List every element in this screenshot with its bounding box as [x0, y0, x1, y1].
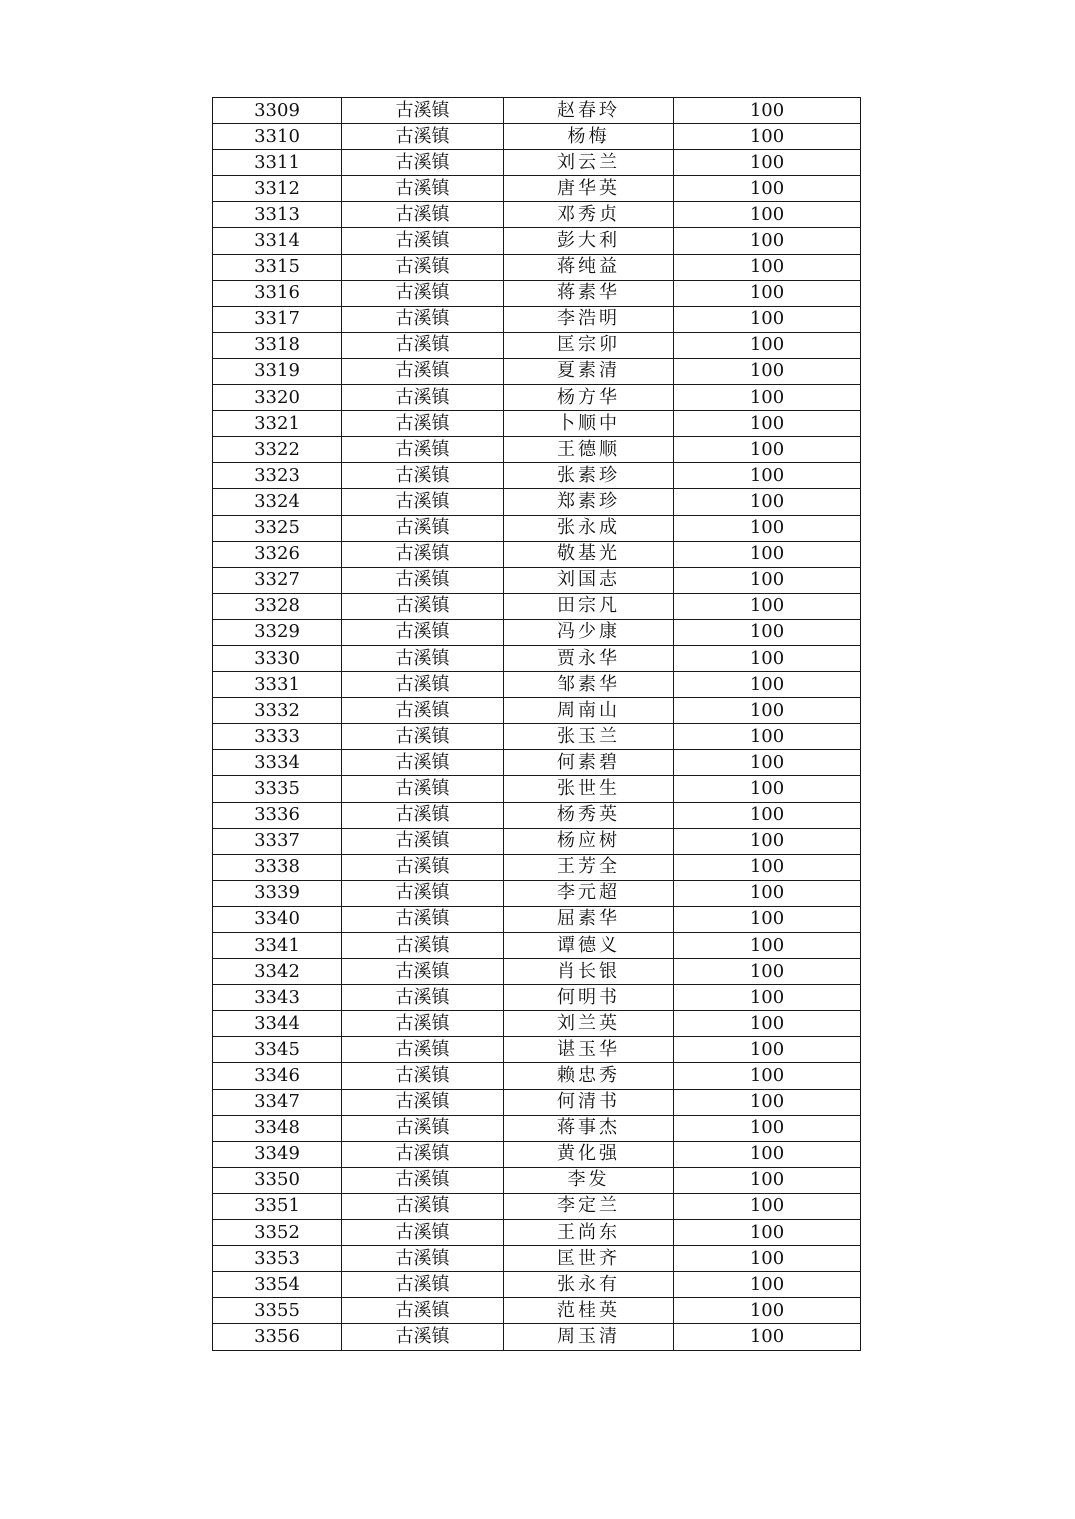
cell-town: 古溪镇: [342, 985, 504, 1011]
table-row: [213, 515, 861, 541]
cell-number: 3313: [213, 202, 342, 228]
cell-name: 何素碧: [504, 750, 674, 776]
cell-number: 3350: [213, 1167, 342, 1193]
cell-amount: 100: [674, 724, 861, 750]
cell-name: 李发: [504, 1167, 674, 1193]
cell-number: 3325: [213, 515, 342, 541]
cell-town: 古溪镇: [342, 567, 504, 593]
cell-name: 周南山: [504, 698, 674, 724]
cell-name: 张永有: [504, 1272, 674, 1298]
cell-name: 李浩明: [504, 306, 674, 332]
cell-town: 古溪镇: [342, 724, 504, 750]
cell-amount: 100: [674, 306, 861, 332]
cell-number: 3312: [213, 176, 342, 202]
table-row: [213, 1220, 861, 1246]
cell-amount: 100: [674, 202, 861, 228]
cell-town: 古溪镇: [342, 1063, 504, 1089]
table-row: [213, 880, 861, 906]
cell-amount: 100: [674, 1089, 861, 1115]
cell-name: 杨梅: [504, 124, 674, 150]
table-row: [213, 750, 861, 776]
cell-number: 3316: [213, 280, 342, 306]
cell-town: 古溪镇: [342, 880, 504, 906]
cell-number: 3321: [213, 411, 342, 437]
cell-name: 赵春玲: [504, 98, 674, 124]
cell-town: 古溪镇: [342, 1298, 504, 1324]
table-row: [213, 1167, 861, 1193]
cell-amount: 100: [674, 1141, 861, 1167]
cell-amount: 100: [674, 1298, 861, 1324]
cell-number: 3337: [213, 828, 342, 854]
table-row: [213, 724, 861, 750]
cell-amount: 100: [674, 489, 861, 515]
table-row: [213, 1246, 861, 1272]
cell-name: 敬基光: [504, 541, 674, 567]
cell-amount: 100: [674, 411, 861, 437]
cell-number: 3336: [213, 802, 342, 828]
cell-town: 古溪镇: [342, 280, 504, 306]
table-row: [213, 593, 861, 619]
table-row: [213, 1011, 861, 1037]
table-row: [213, 828, 861, 854]
roster-table: [212, 97, 861, 1351]
cell-town: 古溪镇: [342, 645, 504, 671]
cell-name: 邹素华: [504, 672, 674, 698]
cell-name: 王德顺: [504, 437, 674, 463]
cell-name: 张素珍: [504, 463, 674, 489]
table-row: [213, 202, 861, 228]
cell-number: 3346: [213, 1063, 342, 1089]
cell-number: 3327: [213, 567, 342, 593]
cell-name: 屈素华: [504, 906, 674, 932]
cell-name: 何明书: [504, 985, 674, 1011]
cell-amount: 100: [674, 1115, 861, 1141]
table-row: [213, 567, 861, 593]
cell-number: 3323: [213, 463, 342, 489]
cell-number: 3353: [213, 1246, 342, 1272]
cell-town: 古溪镇: [342, 1324, 504, 1350]
table-row: [213, 541, 861, 567]
table-row: [213, 933, 861, 959]
cell-amount: 100: [674, 176, 861, 202]
table-row: [213, 985, 861, 1011]
cell-amount: 100: [674, 698, 861, 724]
cell-number: 3314: [213, 228, 342, 254]
table-row: [213, 776, 861, 802]
table-row: [213, 1115, 861, 1141]
cell-amount: 100: [674, 541, 861, 567]
cell-number: 3326: [213, 541, 342, 567]
cell-amount: 100: [674, 906, 861, 932]
cell-number: 3319: [213, 358, 342, 384]
table-row: [213, 280, 861, 306]
cell-name: 肖长银: [504, 959, 674, 985]
table-row: [213, 959, 861, 985]
cell-number: 3355: [213, 1298, 342, 1324]
cell-number: 3318: [213, 332, 342, 358]
cell-amount: 100: [674, 593, 861, 619]
cell-name: 王芳全: [504, 854, 674, 880]
cell-amount: 100: [674, 358, 861, 384]
cell-name: 彭大利: [504, 228, 674, 254]
table-row: [213, 150, 861, 176]
table-row: [213, 176, 861, 202]
cell-name: 范桂英: [504, 1298, 674, 1324]
cell-name: 贾永华: [504, 645, 674, 671]
cell-name: 匡宗卯: [504, 332, 674, 358]
cell-amount: 100: [674, 124, 861, 150]
cell-amount: 100: [674, 1324, 861, 1350]
cell-number: 3331: [213, 672, 342, 698]
cell-town: 古溪镇: [342, 933, 504, 959]
cell-name: 何清书: [504, 1089, 674, 1115]
cell-number: 3338: [213, 854, 342, 880]
cell-amount: 100: [674, 1246, 861, 1272]
cell-town: 古溪镇: [342, 254, 504, 280]
cell-name: 卜顺中: [504, 411, 674, 437]
cell-number: 3351: [213, 1193, 342, 1219]
cell-number: 3310: [213, 124, 342, 150]
cell-amount: 100: [674, 228, 861, 254]
table-row: [213, 854, 861, 880]
cell-name: 李定兰: [504, 1193, 674, 1219]
table-row: [213, 332, 861, 358]
table-row: [213, 1298, 861, 1324]
cell-town: 古溪镇: [342, 1167, 504, 1193]
cell-amount: 100: [674, 802, 861, 828]
cell-number: 3309: [213, 98, 342, 124]
cell-amount: 100: [674, 567, 861, 593]
cell-name: 蒋素华: [504, 280, 674, 306]
table-row: [213, 254, 861, 280]
cell-amount: 100: [674, 880, 861, 906]
cell-number: 3352: [213, 1220, 342, 1246]
table-row: [213, 1324, 861, 1350]
cell-name: 刘云兰: [504, 150, 674, 176]
cell-number: 3333: [213, 724, 342, 750]
cell-town: 古溪镇: [342, 202, 504, 228]
cell-number: 3347: [213, 1089, 342, 1115]
cell-town: 古溪镇: [342, 515, 504, 541]
cell-amount: 100: [674, 645, 861, 671]
cell-amount: 100: [674, 1193, 861, 1219]
table-row: [213, 1037, 861, 1063]
cell-number: 3343: [213, 985, 342, 1011]
cell-amount: 100: [674, 150, 861, 176]
cell-number: 3324: [213, 489, 342, 515]
cell-town: 古溪镇: [342, 124, 504, 150]
table-row: [213, 489, 861, 515]
table-row: [213, 1089, 861, 1115]
table-row: [213, 306, 861, 332]
table-row: [213, 98, 861, 124]
cell-name: 田宗凡: [504, 593, 674, 619]
cell-amount: 100: [674, 332, 861, 358]
cell-town: 古溪镇: [342, 306, 504, 332]
cell-number: 3339: [213, 880, 342, 906]
cell-town: 古溪镇: [342, 1220, 504, 1246]
cell-number: 3334: [213, 750, 342, 776]
cell-town: 古溪镇: [342, 1115, 504, 1141]
cell-name: 唐华英: [504, 176, 674, 202]
cell-town: 古溪镇: [342, 176, 504, 202]
table-row: [213, 698, 861, 724]
cell-town: 古溪镇: [342, 1272, 504, 1298]
cell-town: 古溪镇: [342, 854, 504, 880]
table-row: [213, 1141, 861, 1167]
cell-number: 3344: [213, 1011, 342, 1037]
cell-amount: 100: [674, 254, 861, 280]
table-row: [213, 802, 861, 828]
cell-number: 3311: [213, 150, 342, 176]
cell-town: 古溪镇: [342, 98, 504, 124]
table-row: [213, 228, 861, 254]
cell-amount: 100: [674, 828, 861, 854]
cell-number: 3322: [213, 437, 342, 463]
cell-town: 古溪镇: [342, 437, 504, 463]
cell-number: 3354: [213, 1272, 342, 1298]
cell-name: 张永成: [504, 515, 674, 541]
cell-name: 邓秀贞: [504, 202, 674, 228]
cell-amount: 100: [674, 776, 861, 802]
cell-name: 张世生: [504, 776, 674, 802]
cell-amount: 100: [674, 985, 861, 1011]
cell-number: 3320: [213, 385, 342, 411]
cell-amount: 100: [674, 933, 861, 959]
cell-name: 郑素珍: [504, 489, 674, 515]
cell-amount: 100: [674, 280, 861, 306]
cell-name: 王尚东: [504, 1220, 674, 1246]
cell-name: 李元超: [504, 880, 674, 906]
cell-amount: 100: [674, 1220, 861, 1246]
roster-table-body: [213, 98, 861, 1351]
table-row: [213, 437, 861, 463]
table-row: [213, 1193, 861, 1219]
cell-amount: 100: [674, 619, 861, 645]
table-row: [213, 906, 861, 932]
cell-amount: 100: [674, 515, 861, 541]
cell-amount: 100: [674, 437, 861, 463]
cell-number: 3342: [213, 959, 342, 985]
cell-town: 古溪镇: [342, 1193, 504, 1219]
cell-town: 古溪镇: [342, 828, 504, 854]
cell-name: 冯少康: [504, 619, 674, 645]
cell-amount: 100: [674, 750, 861, 776]
table-row: [213, 411, 861, 437]
cell-town: 古溪镇: [342, 358, 504, 384]
cell-town: 古溪镇: [342, 1089, 504, 1115]
cell-town: 古溪镇: [342, 385, 504, 411]
cell-town: 古溪镇: [342, 802, 504, 828]
cell-number: 3348: [213, 1115, 342, 1141]
cell-amount: 100: [674, 463, 861, 489]
cell-number: 3341: [213, 933, 342, 959]
cell-name: 刘兰英: [504, 1011, 674, 1037]
table-row: [213, 645, 861, 671]
cell-town: 古溪镇: [342, 150, 504, 176]
cell-amount: 100: [674, 1063, 861, 1089]
cell-amount: 100: [674, 1011, 861, 1037]
cell-town: 古溪镇: [342, 228, 504, 254]
cell-amount: 100: [674, 959, 861, 985]
cell-town: 古溪镇: [342, 332, 504, 358]
cell-amount: 100: [674, 1272, 861, 1298]
cell-town: 古溪镇: [342, 959, 504, 985]
table-row: [213, 672, 861, 698]
cell-amount: 100: [674, 98, 861, 124]
cell-town: 古溪镇: [342, 593, 504, 619]
table-row: [213, 463, 861, 489]
cell-name: 周玉清: [504, 1324, 674, 1350]
cell-amount: 100: [674, 1037, 861, 1063]
cell-town: 古溪镇: [342, 1246, 504, 1272]
cell-name: 蒋事杰: [504, 1115, 674, 1141]
cell-town: 古溪镇: [342, 489, 504, 515]
cell-town: 古溪镇: [342, 411, 504, 437]
table-row: [213, 619, 861, 645]
cell-number: 3328: [213, 593, 342, 619]
table-row: [213, 1063, 861, 1089]
cell-name: 赖忠秀: [504, 1063, 674, 1089]
cell-amount: 100: [674, 385, 861, 411]
cell-town: 古溪镇: [342, 672, 504, 698]
cell-name: 谭德义: [504, 933, 674, 959]
cell-name: 夏素清: [504, 358, 674, 384]
cell-town: 古溪镇: [342, 463, 504, 489]
cell-town: 古溪镇: [342, 698, 504, 724]
cell-name: 谌玉华: [504, 1037, 674, 1063]
table-row: [213, 358, 861, 384]
cell-town: 古溪镇: [342, 906, 504, 932]
cell-number: 3332: [213, 698, 342, 724]
cell-amount: 100: [674, 1167, 861, 1193]
cell-town: 古溪镇: [342, 1011, 504, 1037]
table-row: [213, 124, 861, 150]
cell-name: 杨秀英: [504, 802, 674, 828]
cell-town: 古溪镇: [342, 619, 504, 645]
cell-town: 古溪镇: [342, 1037, 504, 1063]
cell-town: 古溪镇: [342, 1141, 504, 1167]
cell-name: 蒋纯益: [504, 254, 674, 280]
cell-number: 3317: [213, 306, 342, 332]
cell-number: 3335: [213, 776, 342, 802]
cell-number: 3349: [213, 1141, 342, 1167]
cell-name: 刘国志: [504, 567, 674, 593]
cell-town: 古溪镇: [342, 541, 504, 567]
cell-name: 匡世齐: [504, 1246, 674, 1272]
cell-amount: 100: [674, 854, 861, 880]
cell-number: 3315: [213, 254, 342, 280]
cell-town: 古溪镇: [342, 776, 504, 802]
cell-name: 杨应树: [504, 828, 674, 854]
cell-number: 3329: [213, 619, 342, 645]
cell-name: 杨方华: [504, 385, 674, 411]
cell-name: 黄化强: [504, 1141, 674, 1167]
cell-number: 3330: [213, 645, 342, 671]
cell-town: 古溪镇: [342, 750, 504, 776]
cell-number: 3356: [213, 1324, 342, 1350]
table-row: [213, 1272, 861, 1298]
cell-amount: 100: [674, 672, 861, 698]
cell-name: 张玉兰: [504, 724, 674, 750]
cell-number: 3345: [213, 1037, 342, 1063]
table-row: [213, 385, 861, 411]
cell-number: 3340: [213, 906, 342, 932]
